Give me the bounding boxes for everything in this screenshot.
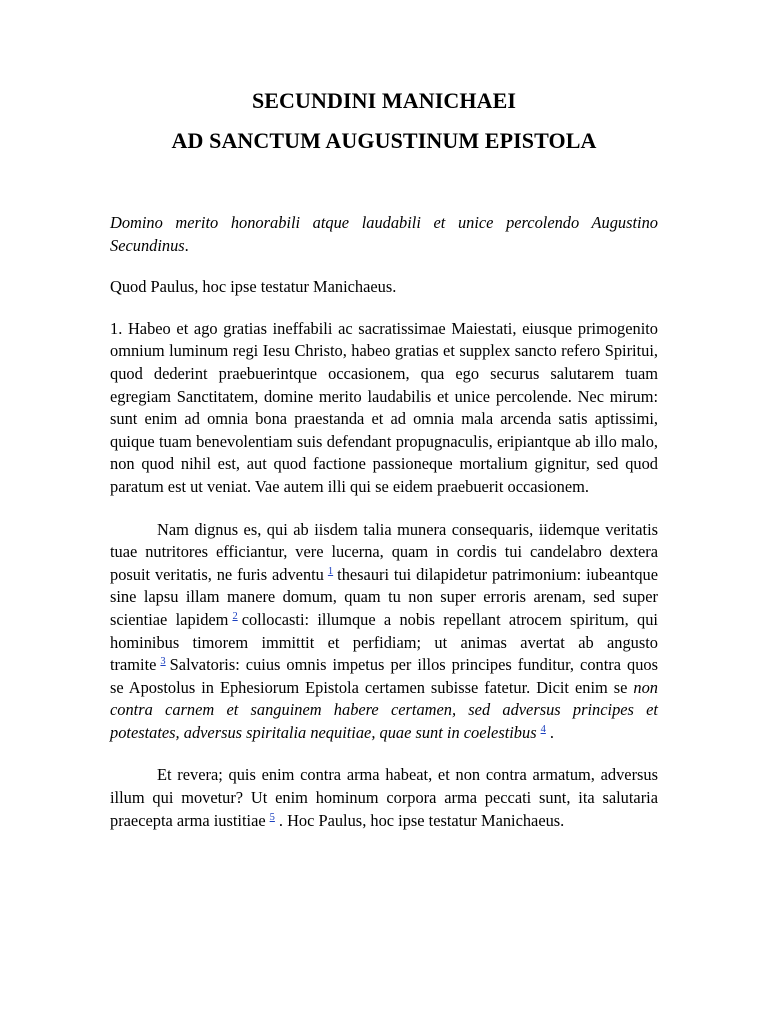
title-line-2: AD SANCTUM AUGUSTINUM EPISTOLA <box>171 128 597 153</box>
salutation-text: Domino merito honorabili atque laudabili et unice percolendo Augustino Secundinus <box>110 213 658 255</box>
title-line-1: SECUNDINI MANICHAEI <box>251 88 517 113</box>
footnote-link-4[interactable]: 4 <box>540 723 546 735</box>
paragraph-3-seg-2: . Hoc Paulus, hoc ipse testatur Manichaeus. <box>278 810 565 830</box>
intro-line: Quod Paulus, hoc ipse testatur Manichaeus. <box>110 277 397 297</box>
paragraph-3 <box>110 764 658 832</box>
paragraph-2-seg-4: Salvatoris: cuius omnis impetus per illos principes funditur, contra quos se Apostolus in Ephesiorum Epistola certamen subisse fatetur. Dicit enim se <box>110 655 658 697</box>
salutation-end: . <box>184 235 189 255</box>
footnote-link-1[interactable]: 1 <box>327 565 334 577</box>
scripture-quote: non contra carnem et sanguinem habere certamen, sed adversus principes et potestates, adversus spiritalia nequitiae, quae sunt in coelestibus <box>110 677 658 742</box>
document-page <box>110 86 658 832</box>
paragraph-1: 1. Habeo et ago gratias ineffabili ac sacratissimae Maiestati, eiusque primogenito omnium luminum regi Iesu Christo, habeo gratias et supplex sancto refero Spiritui, quod dederint praebuerintque occasionem, qua ego securus salutarem tuam egregiam Sanctitatem, domine merito laudabilis et unice percolende. Nec mirum: sunt enim ad omnia bona praestanda et ad omnia mala arcenda satis aptissimi, quique tuam benevolentiam suis defendant propugnaculis, eripiantque ab illo malo, non quod nihil est, aut quod factione passioneque mortalium gignitur, sed quod paratum est ut veniat. Vae autem illi qui se eidem praebuerit occasionem. <box>110 318 658 496</box>
paragraph-3-seg-1: Et revera; quis enim contra arma habeat, et non contra armatum, adversus illum qui movetur? Ut enim hominum corpora arma peccati sunt, ita salutaria praecepta arma iustitiae <box>110 765 658 830</box>
paragraph-2-seg-3: collocasti: illumque a nobis repellant atrocem spiritum, qui hominibus timorem immittit et perfidiam; ut animas avertat ab angusto tramite <box>110 609 658 675</box>
paragraph-2-seg-1: Nam dignus es, qui ab iisdem talia munera consequaris, iidemque veritatis tuae nutritores efficiantur, vere lucerna, quam in cordis tui candelabro dextera posuit veritatis, ne furis adventu <box>110 519 658 584</box>
footnote-link-5[interactable]: 5 <box>269 811 275 823</box>
paragraph-2-seg-2: thesauri tui dilapidetur patrimonium: iubeantque sine lapsu illam manere domum, quam tu non super erroris arenam, sed super scientiae lapidem <box>110 564 658 629</box>
paragraph-2 <box>110 519 658 745</box>
salutation <box>110 212 658 257</box>
paragraph-2-end: . <box>549 722 554 742</box>
footnote-link-3[interactable]: 3 <box>160 656 166 668</box>
footnote-link-2[interactable]: 2 <box>232 610 238 622</box>
